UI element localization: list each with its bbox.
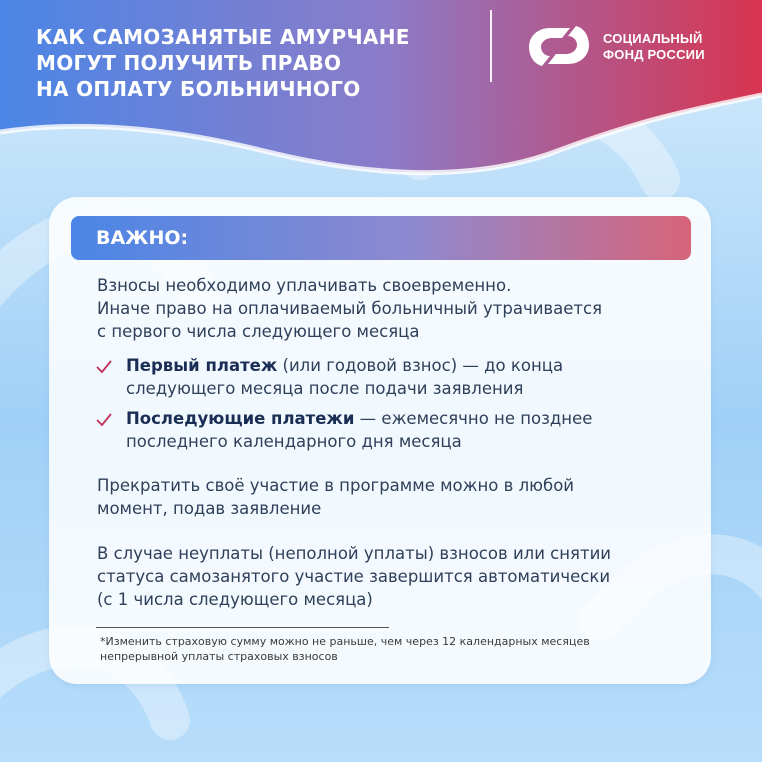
bullet-bold: Первый платеж	[126, 356, 278, 375]
intro-text: Взносы необходимо уплачивать своевременно. Иначе право на оплачиваемый больничный утрачивается с первого числа следующего месяца	[97, 276, 603, 341]
bullet-subsequent-payments	[126, 407, 592, 453]
footnote-rule	[96, 627, 389, 628]
bullet-rest: — ежемесячно не позднее последнего календарного дня месяца	[126, 409, 593, 451]
stop-participation-text: Прекратить своё участие в программе можно в любой момент, подав заявление	[97, 476, 575, 518]
sfr-logo-icon	[528, 24, 590, 68]
org-name: СОЦИАЛЬНЫЙ ФОНД РОССИИ	[603, 31, 705, 62]
nonpayment-text: В случае неуплаты (неполной уплаты) взносов или снятии статуса самозанятого участие завершится автоматически (с 1 числа следующего месяца)	[97, 544, 612, 609]
bullet-first-payment	[126, 354, 563, 400]
checkmark-icon	[96, 413, 112, 427]
important-banner: ВАЖНО:	[71, 216, 691, 260]
footnote: *Изменить страховую сумму можно не раньше, чем через 12 календарных месяцев непрерывной уплаты страховых взносов	[100, 635, 590, 663]
bullet-rest: (или годовой взнос) — до конца следующего месяца после подачи заявления	[126, 356, 564, 398]
bullet-bold: Последующие платежи	[126, 409, 355, 428]
page-title: КАК САМОЗАНЯТЫЕ АМУРЧАНЕ МОГУТ ПОЛУЧИТЬ ПРАВО НА ОПЛАТУ БОЛЬНИЧНОГО	[36, 25, 410, 101]
header-divider	[490, 10, 492, 82]
checkmark-icon	[96, 360, 112, 374]
